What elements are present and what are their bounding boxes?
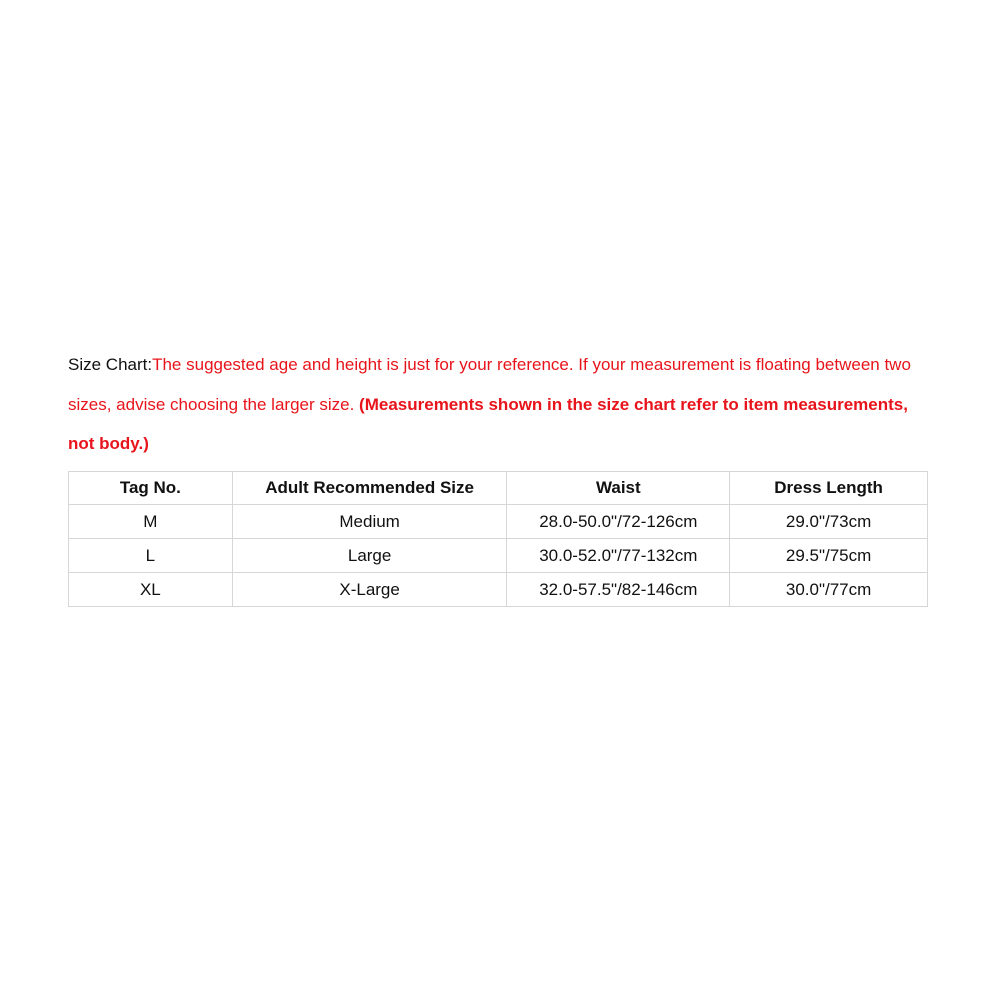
header-recommended-size: Adult Recommended Size: [232, 472, 507, 505]
size-table: [68, 471, 928, 607]
cell-waist: 30.0-52.0"/77-132cm: [507, 539, 730, 573]
cell-recommended-size: X-Large: [232, 573, 507, 607]
table-row: [69, 573, 928, 607]
cell-recommended-size: Large: [232, 539, 507, 573]
cell-waist: 28.0-50.0"/72-126cm: [507, 505, 730, 539]
cell-tag-no: XL: [69, 573, 233, 607]
cell-dress-length: 29.0"/73cm: [730, 505, 928, 539]
cell-tag-no: L: [69, 539, 233, 573]
cell-tag-no: M: [69, 505, 233, 539]
size-chart-intro: [68, 345, 928, 464]
size-chart-label: Size Chart:: [68, 355, 153, 374]
cell-dress-length: 29.5"/75cm: [730, 539, 928, 573]
measurement-note: (Measurements shown in the size chart refer to item measurements, not body.): [68, 394, 908, 453]
cell-recommended-size: Medium: [232, 505, 507, 539]
table-row: [69, 539, 928, 573]
cell-dress-length: 30.0"/77cm: [730, 573, 928, 607]
table-header-row: [69, 472, 928, 505]
header-tag-no: Tag No.: [69, 472, 233, 505]
header-waist: Waist: [507, 472, 730, 505]
cell-waist: 32.0-57.5"/82-146cm: [507, 573, 730, 607]
header-dress-length: Dress Length: [730, 472, 928, 505]
reference-note: The suggested age and height is just for your reference. If your measurement is floating between two sizes, advise choosing the larger size.: [68, 355, 911, 414]
table-row: [69, 505, 928, 539]
